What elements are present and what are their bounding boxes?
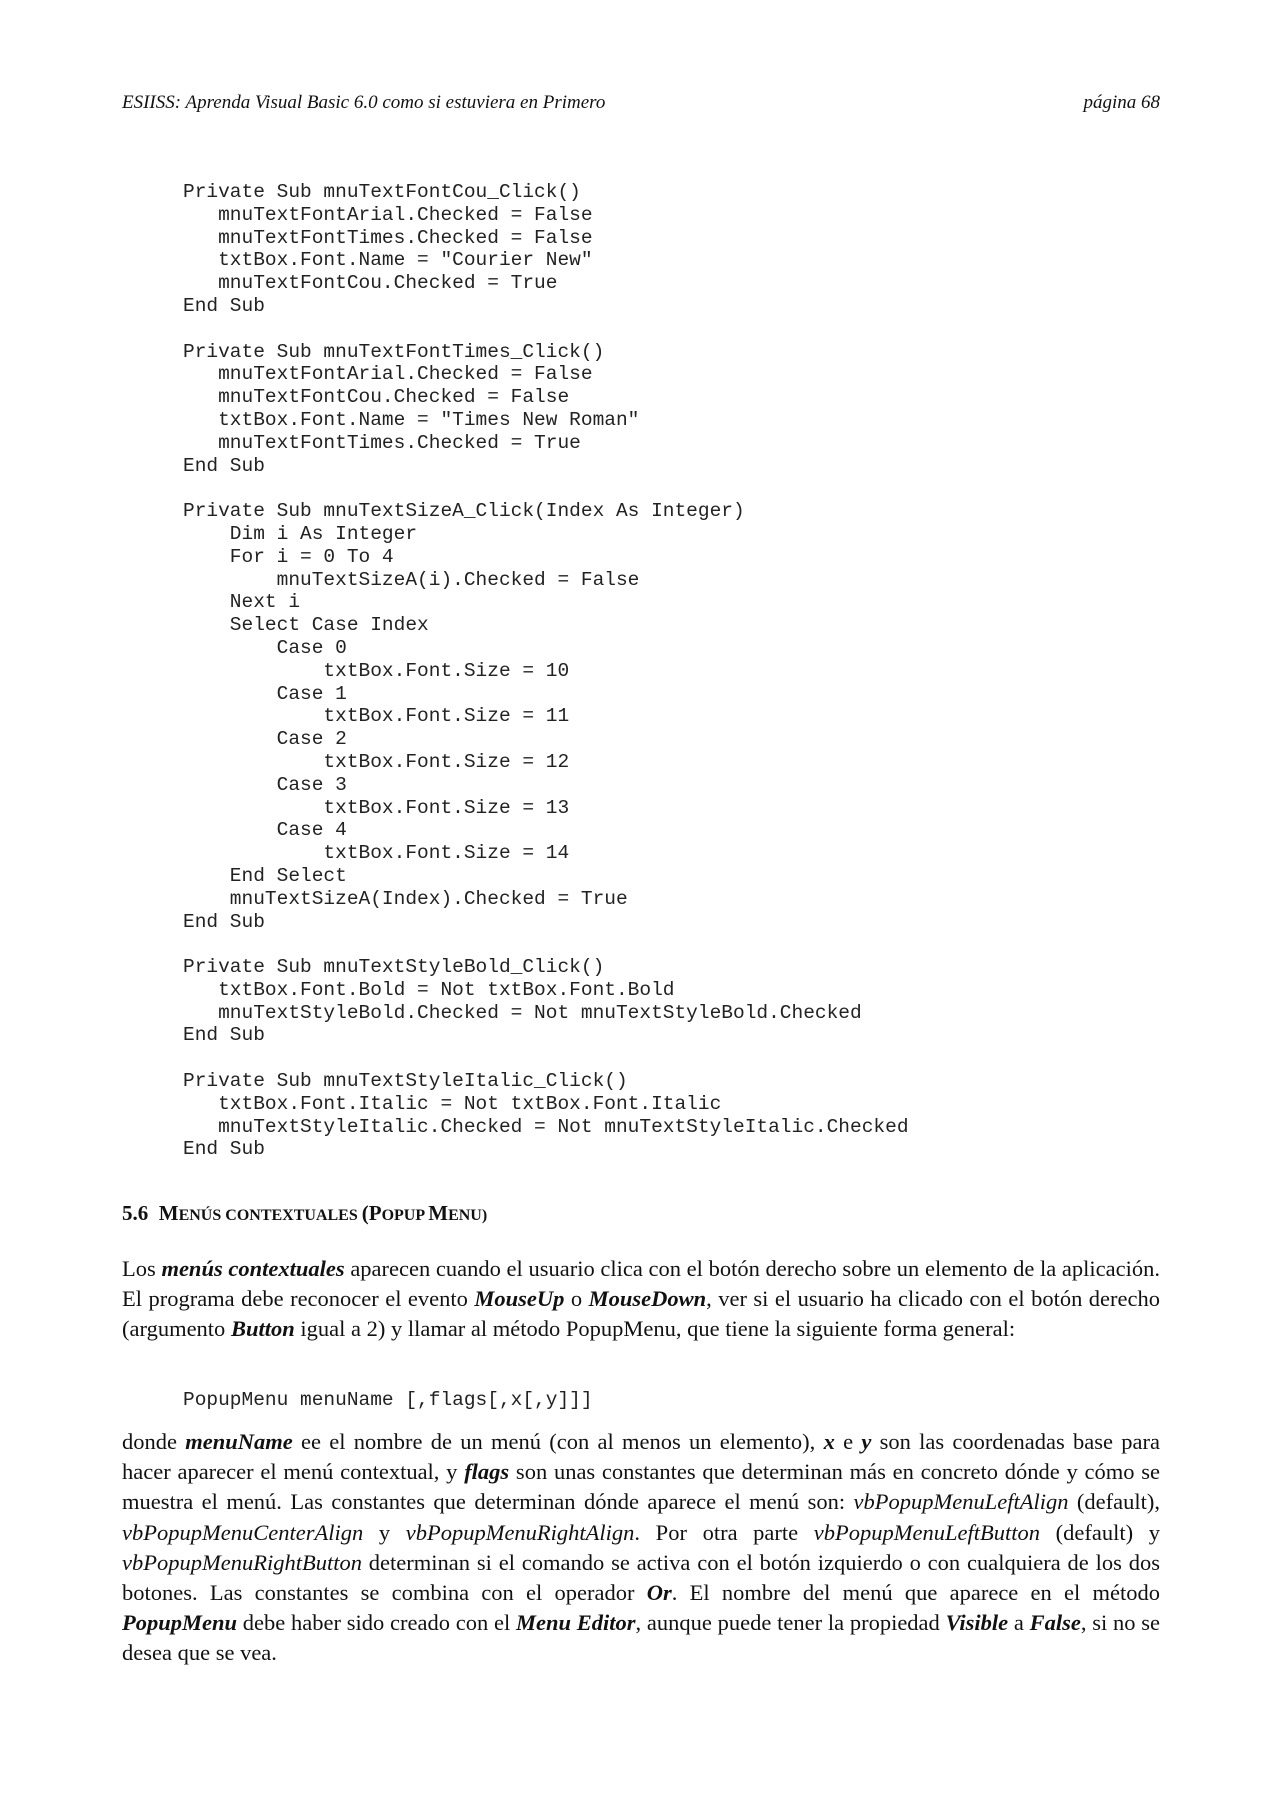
code-line: mnuTextFontTimes.Checked = False — [183, 226, 593, 249]
code-line: Private Sub mnuTextStyleItalic_Click() — [183, 1070, 628, 1093]
paragraph-text: (default) y — [1040, 1519, 1160, 1545]
code-line: Private Sub mnuTextFontCou_Click() — [183, 181, 581, 203]
code-line: End Sub — [183, 1138, 265, 1161]
emphasis-text: Menu Editor — [515, 1610, 636, 1636]
paragraph-text: donde — [122, 1429, 186, 1454]
emphasis-text: Or — [646, 1580, 672, 1606]
code-line: Private Sub mnuTextFontTimes_Click() — [183, 340, 605, 363]
emphasis-text: vbPopupMenuRightAlign — [405, 1519, 635, 1545]
paragraph-text: o — [564, 1286, 589, 1312]
paragraph-text: son las coordenadas base para hacer aparecer el menú contextual, y — [122, 1429, 1160, 1485]
code-line: mnuTextSizeA(i).Checked = False — [183, 568, 640, 591]
code-line: mnuTextFontCou.Checked = True — [183, 272, 558, 295]
paragraph-intro — [122, 1254, 1160, 1345]
section-number: 5.6 — [122, 1201, 149, 1225]
paragraph-text: . El nombre del menú que aparece en el método — [671, 1580, 1161, 1606]
code-line: txtBox.Font.Size = 13 — [183, 796, 570, 819]
code-line — [183, 477, 909, 500]
code-line: txtBox.Font.Size = 11 — [183, 705, 570, 728]
emphasis-text: vbPopupMenuLeftAlign — [853, 1489, 1069, 1515]
code-line: mnuTextFontArial.Checked = False — [183, 203, 593, 226]
emphasis-text: vbPopupMenuRightButton — [122, 1549, 362, 1575]
code-line: txtBox.Font.Size = 10 — [183, 659, 570, 682]
code-line: mnuTextSizeA(Index).Checked = True — [183, 887, 628, 910]
syntax-code-line: PopupMenu menuName [,flags[,x[,y]]] — [183, 1389, 593, 1411]
paragraph-text: son unas constantes que determinan más en concreto dónde y cómo se muestra el menú. Las constantes que determinan dónde aparece el menú son: — [122, 1459, 1160, 1515]
code-line: Dim i As Integer — [183, 522, 418, 545]
code-line: End Select — [183, 864, 347, 887]
emphasis-text: MouseUp — [474, 1286, 565, 1312]
emphasis-text: Visible — [945, 1610, 1009, 1636]
code-line: Next i — [183, 591, 301, 614]
code-line: For i = 0 To 4 — [183, 545, 394, 568]
paragraph-text: determinan si el comando se activa con el botón izquierdo o con cualquiera de los dos botones. Las constantes se combina con el operador — [122, 1549, 1160, 1606]
paragraph-text: debe haber sido creado con el — [237, 1610, 516, 1636]
emphasis-text: vbPopupMenuLeftButton — [813, 1519, 1041, 1545]
code-line: Case 2 — [183, 728, 347, 751]
emphasis-text: y — [861, 1429, 872, 1454]
code-line: mnuTextFontArial.Checked = False — [183, 363, 593, 386]
paragraph-text: aparecen cuando el usuario clica con el botón derecho sobre un elemento de la aplicación. El programa debe reconocer el evento — [122, 1256, 1161, 1312]
paragraph-text: ee el nombre de un menú (con al menos un elemento), — [292, 1429, 824, 1454]
paragraph-description — [122, 1427, 1160, 1669]
code-line: txtBox.Font.Italic = Not txtBox.Font.Italic — [183, 1092, 722, 1115]
paragraph-text: , ver si el usuario ha clicado con el botón derecho (argumento — [122, 1286, 1160, 1342]
section-title-p0: M — [158, 1201, 179, 1225]
code-line — [183, 318, 909, 341]
code-line: mnuTextFontCou.Checked = False — [183, 386, 570, 409]
code-line: mnuTextStyleBold.Checked = Not mnuTextStyleBold.Checked — [183, 1001, 862, 1024]
paragraph-text: , si no se desea que se vea. — [122, 1610, 1161, 1666]
code-block — [183, 181, 909, 1161]
section-title-p1: ENÚS CONTEXTUALES — [178, 1207, 362, 1224]
emphasis-text: menús contextuales — [161, 1256, 345, 1281]
code-line: txtBox.Font.Name = "Times New Roman" — [183, 408, 640, 431]
code-line: txtBox.Font.Bold = Not txtBox.Font.Bold — [183, 978, 675, 1001]
code-line — [183, 1047, 909, 1070]
emphasis-text: menuName — [185, 1429, 293, 1454]
code-line: Private Sub mnuTextStyleBold_Click() — [183, 956, 605, 979]
paragraph-text: . Por otra parte — [634, 1519, 814, 1545]
emphasis-text: PopupMenu — [122, 1610, 238, 1636]
paragraph-text: , aunque puede tener la propiedad — [635, 1610, 946, 1636]
emphasis-text: Button — [230, 1316, 295, 1342]
paragraph-text: (default), — [1068, 1489, 1160, 1515]
emphasis-text: x — [823, 1429, 835, 1454]
header-page-number: página 68 — [1083, 92, 1160, 113]
code-line: End Sub — [183, 910, 265, 933]
code-line: mnuTextFontTimes.Checked = True — [183, 431, 581, 454]
code-line: Case 0 — [183, 636, 347, 659]
emphasis-text: MouseDown — [588, 1286, 707, 1312]
code-line — [183, 933, 909, 956]
paragraph-text: Los — [122, 1256, 162, 1281]
code-line: txtBox.Font.Size = 12 — [183, 750, 570, 773]
emphasis-text: False — [1029, 1610, 1081, 1636]
code-line: txtBox.Font.Size = 14 — [183, 842, 570, 865]
paragraph-text: e — [834, 1429, 862, 1454]
code-line: End Sub — [183, 294, 265, 317]
code-line: mnuTextStyleItalic.Checked = Not mnuTextStyleItalic.Checked — [183, 1115, 909, 1138]
section-title-p2: (P — [361, 1201, 382, 1225]
code-line: txtBox.Font.Name = "Courier New" — [183, 249, 593, 272]
code-line: Case 4 — [183, 819, 347, 842]
emphasis-text: vbPopupMenuCenterAlign — [122, 1519, 364, 1545]
section-title-p5: ENU) — [448, 1207, 488, 1224]
section-title-p3: OPUP — [381, 1207, 429, 1224]
code-line: Case 1 — [183, 682, 347, 705]
header-title: ESIISS: Aprenda Visual Basic 6.0 como si estuviera en Primero — [122, 92, 606, 113]
paragraph-text: a — [1008, 1610, 1030, 1636]
code-line: Select Case Index — [183, 614, 429, 637]
paragraph-text: y — [363, 1519, 406, 1545]
paragraph-text: igual a 2) y llamar al método PopupMenu, que tiene la siguiente forma general: — [294, 1316, 1016, 1342]
code-line: End Sub — [183, 454, 265, 477]
code-line: End Sub — [183, 1024, 265, 1047]
code-line: Case 3 — [183, 773, 347, 796]
code-line: Private Sub mnuTextSizeA_Click(Index As Integer) — [183, 500, 745, 523]
emphasis-text: flags — [464, 1459, 510, 1485]
section-title-p4: M — [428, 1201, 449, 1225]
section-heading — [122, 1201, 487, 1226]
